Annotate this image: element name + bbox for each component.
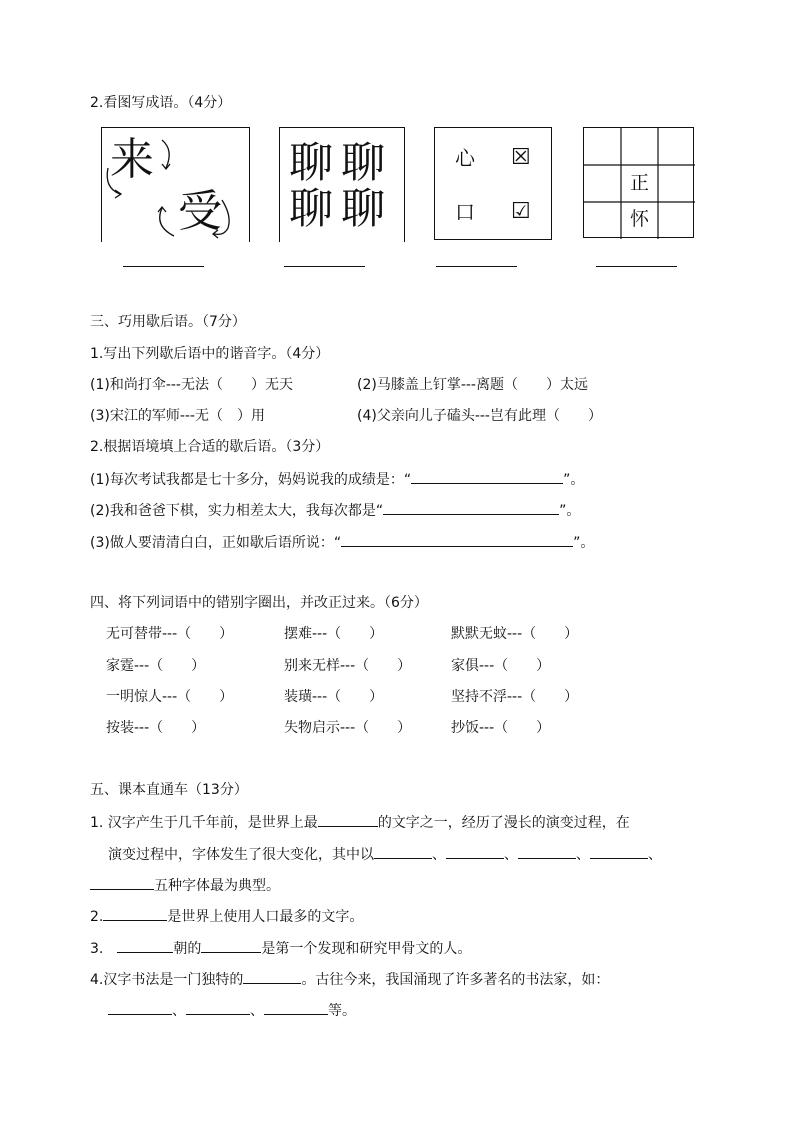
s5-q3-blank-1[interactable] — [117, 938, 173, 953]
s4-item-4-2: 失物启示---（ ） — [284, 720, 412, 736]
s3-q1-item1: (1)和尚打伞---无法（ ）无天 — [90, 377, 293, 393]
s5-q3-text-a: 朝的 — [173, 941, 202, 957]
s5-q3 — [90, 938, 471, 959]
s5-q4-text-a: 4.汉字书法是一门独特的 — [90, 972, 244, 988]
idiom-picture-2 — [279, 127, 405, 242]
s3-q2-item1-blank[interactable] — [411, 469, 563, 484]
pic3-kou: 口 — [455, 200, 475, 224]
s5-q1-blank-5[interactable] — [590, 844, 648, 859]
s5-q3-blank-2[interactable] — [201, 938, 261, 953]
s5-q2-text: 是世界上使用人口最多的文字。 — [167, 909, 364, 925]
q2-title: 2.看图写成语。（4分） — [90, 95, 232, 111]
s5-q1-text-d: 五种字体最为典型。 — [154, 878, 280, 894]
s5-q4-end: 等。 — [328, 1003, 356, 1019]
s4-item-3-1: 一明惊人---（ ） — [106, 689, 234, 705]
s3-q1-title: 1.写出下列歇后语中的谐音字。（4分） — [90, 346, 330, 362]
s4-item-4-3: 抄饭---（ ） — [451, 720, 551, 736]
s3-q1-item2: (2)马膝盖上钉掌---离题（ ）太远 — [357, 377, 588, 393]
s4-item-3-2: 装璜---（ ） — [284, 689, 384, 705]
s5-q2-num: 2. — [90, 909, 104, 925]
s4-item-3-3: 坚持不浮---（ ） — [451, 689, 579, 705]
s3-q2-item2-text: (2)我和爸爸下棋，实力相差太大，我每次都是“ — [90, 503, 384, 519]
pic2-char-1: 聊 — [288, 138, 334, 187]
s5-q1-text-b: 的文字之一，经历了漫长的演变过程，在 — [377, 815, 630, 831]
s3-q2-item3-end: ”。 — [573, 535, 595, 551]
s3-q2-item2-blank[interactable] — [383, 500, 559, 515]
s3-q2-item1-end: ”。 — [563, 472, 585, 488]
s5-q1-text-c: 演变过程中，字体发生了很大变化，其中以 — [108, 847, 374, 863]
idiom-picture-1 — [101, 127, 250, 242]
s5-q4-line2 — [108, 1000, 356, 1021]
s4-item-2-2: 别来无样---（ ） — [284, 658, 412, 674]
answer-line-3[interactable] — [436, 266, 517, 267]
pic3-xin: 心 — [455, 146, 475, 170]
pic1-arrows — [102, 128, 251, 243]
pic3-box-check: ☑ — [511, 199, 531, 224]
s5-q4-blank-2[interactable] — [108, 1000, 172, 1015]
s3-q2-item3-blank[interactable] — [341, 532, 573, 547]
s3-q1-item4: (4)父亲向儿子磕头---岂有此理（ ） — [357, 408, 602, 424]
answer-line-1[interactable] — [123, 266, 204, 267]
s5-q1-blank-1[interactable] — [318, 812, 378, 827]
s5-sep-2: 、 — [504, 847, 518, 863]
idiom-picture-4 — [583, 127, 694, 238]
pic2-char-3: 聊 — [288, 184, 334, 233]
s4-item-4-1: 按装---（ ） — [106, 720, 206, 736]
s5-sep-1: 、 — [432, 847, 446, 863]
s3-q2-item3 — [90, 532, 594, 553]
s5-sep-4: 、 — [648, 847, 662, 863]
s5-sep-3: 、 — [576, 847, 590, 863]
answer-line-2[interactable] — [284, 266, 365, 267]
s3-q2-item1 — [90, 469, 584, 490]
s5-q1-blank-4[interactable] — [518, 844, 576, 859]
s3-q2-title: 2.根据语境填上合适的歇后语。（3分） — [90, 439, 330, 455]
s5-q1-blank-2[interactable] — [374, 844, 432, 859]
s5-q4-line1 — [90, 969, 609, 990]
s5-q4-blank-4[interactable] — [264, 1000, 328, 1015]
s5-q1-line2 — [108, 844, 662, 865]
s3-q2-item2-end: ”。 — [559, 503, 581, 519]
idiom-picture-3 — [434, 127, 552, 240]
s5-q2-blank[interactable] — [103, 906, 167, 921]
s4-item-2-3: 家俱---（ ） — [451, 658, 551, 674]
s4-item-2-1: 家霆---（ ） — [106, 658, 206, 674]
section4-title: 四、将下列词语中的错别字圈出，并改正过来。（6分） — [90, 595, 428, 611]
s5-q1-line1 — [90, 812, 630, 833]
s4-item-1-2: 摆难---（ ） — [284, 626, 384, 642]
section3-title: 三、巧用歇后语。（7分） — [90, 314, 246, 330]
s5-q1-blank-6[interactable] — [90, 875, 154, 890]
s4-item-1-3: 默默无蚊---（ ） — [451, 626, 579, 642]
s5-q2 — [90, 906, 363, 927]
s5-q4-sep-2: 、 — [250, 1003, 264, 1019]
s4-item-1-1: 无可替带---（ ） — [106, 626, 234, 642]
s5-q4-blank-3[interactable] — [186, 1000, 250, 1015]
s5-q1-text-a: 1. 汉字产生于几千年前，是世界上最 — [90, 815, 318, 831]
s5-q4-sep-1: 、 — [172, 1003, 186, 1019]
s3-q1-item3: (3)宋江的军师---无（ ）用 — [90, 408, 265, 424]
pic1-char-lai: 来 — [110, 134, 154, 185]
pic1-char-shou: 受 — [178, 186, 222, 237]
answer-line-4[interactable] — [596, 266, 677, 267]
pic2-char-2: 聊 — [340, 138, 386, 187]
s3-q2-item3-text: (3)做人要清清白白，正如歇后语所说：“ — [90, 535, 342, 551]
s3-q2-item2 — [90, 500, 580, 521]
pic2-char-4: 聊 — [340, 184, 386, 233]
s5-q4-blank-1[interactable] — [243, 969, 301, 984]
s3-q2-item1-text: (1)每次考试我都是七十多分，妈妈说我的成绩是：“ — [90, 472, 412, 488]
pic3-box-x: ☒ — [511, 145, 531, 170]
pic4-zheng: 正 — [630, 172, 650, 194]
s5-q1-line3 — [90, 875, 280, 896]
pic4-huai: 怀 — [630, 208, 650, 230]
section5-title: 五、课本直通车（13分） — [90, 782, 248, 798]
s5-q3-num: 3. — [90, 941, 104, 957]
s5-q1-blank-3[interactable] — [446, 844, 504, 859]
s5-q3-text-b: 是第一个发现和研究甲骨文的人。 — [261, 941, 472, 957]
s5-q4-text-b: 。古往今来，我国涌现了许多著名的书法家，如： — [301, 972, 610, 988]
